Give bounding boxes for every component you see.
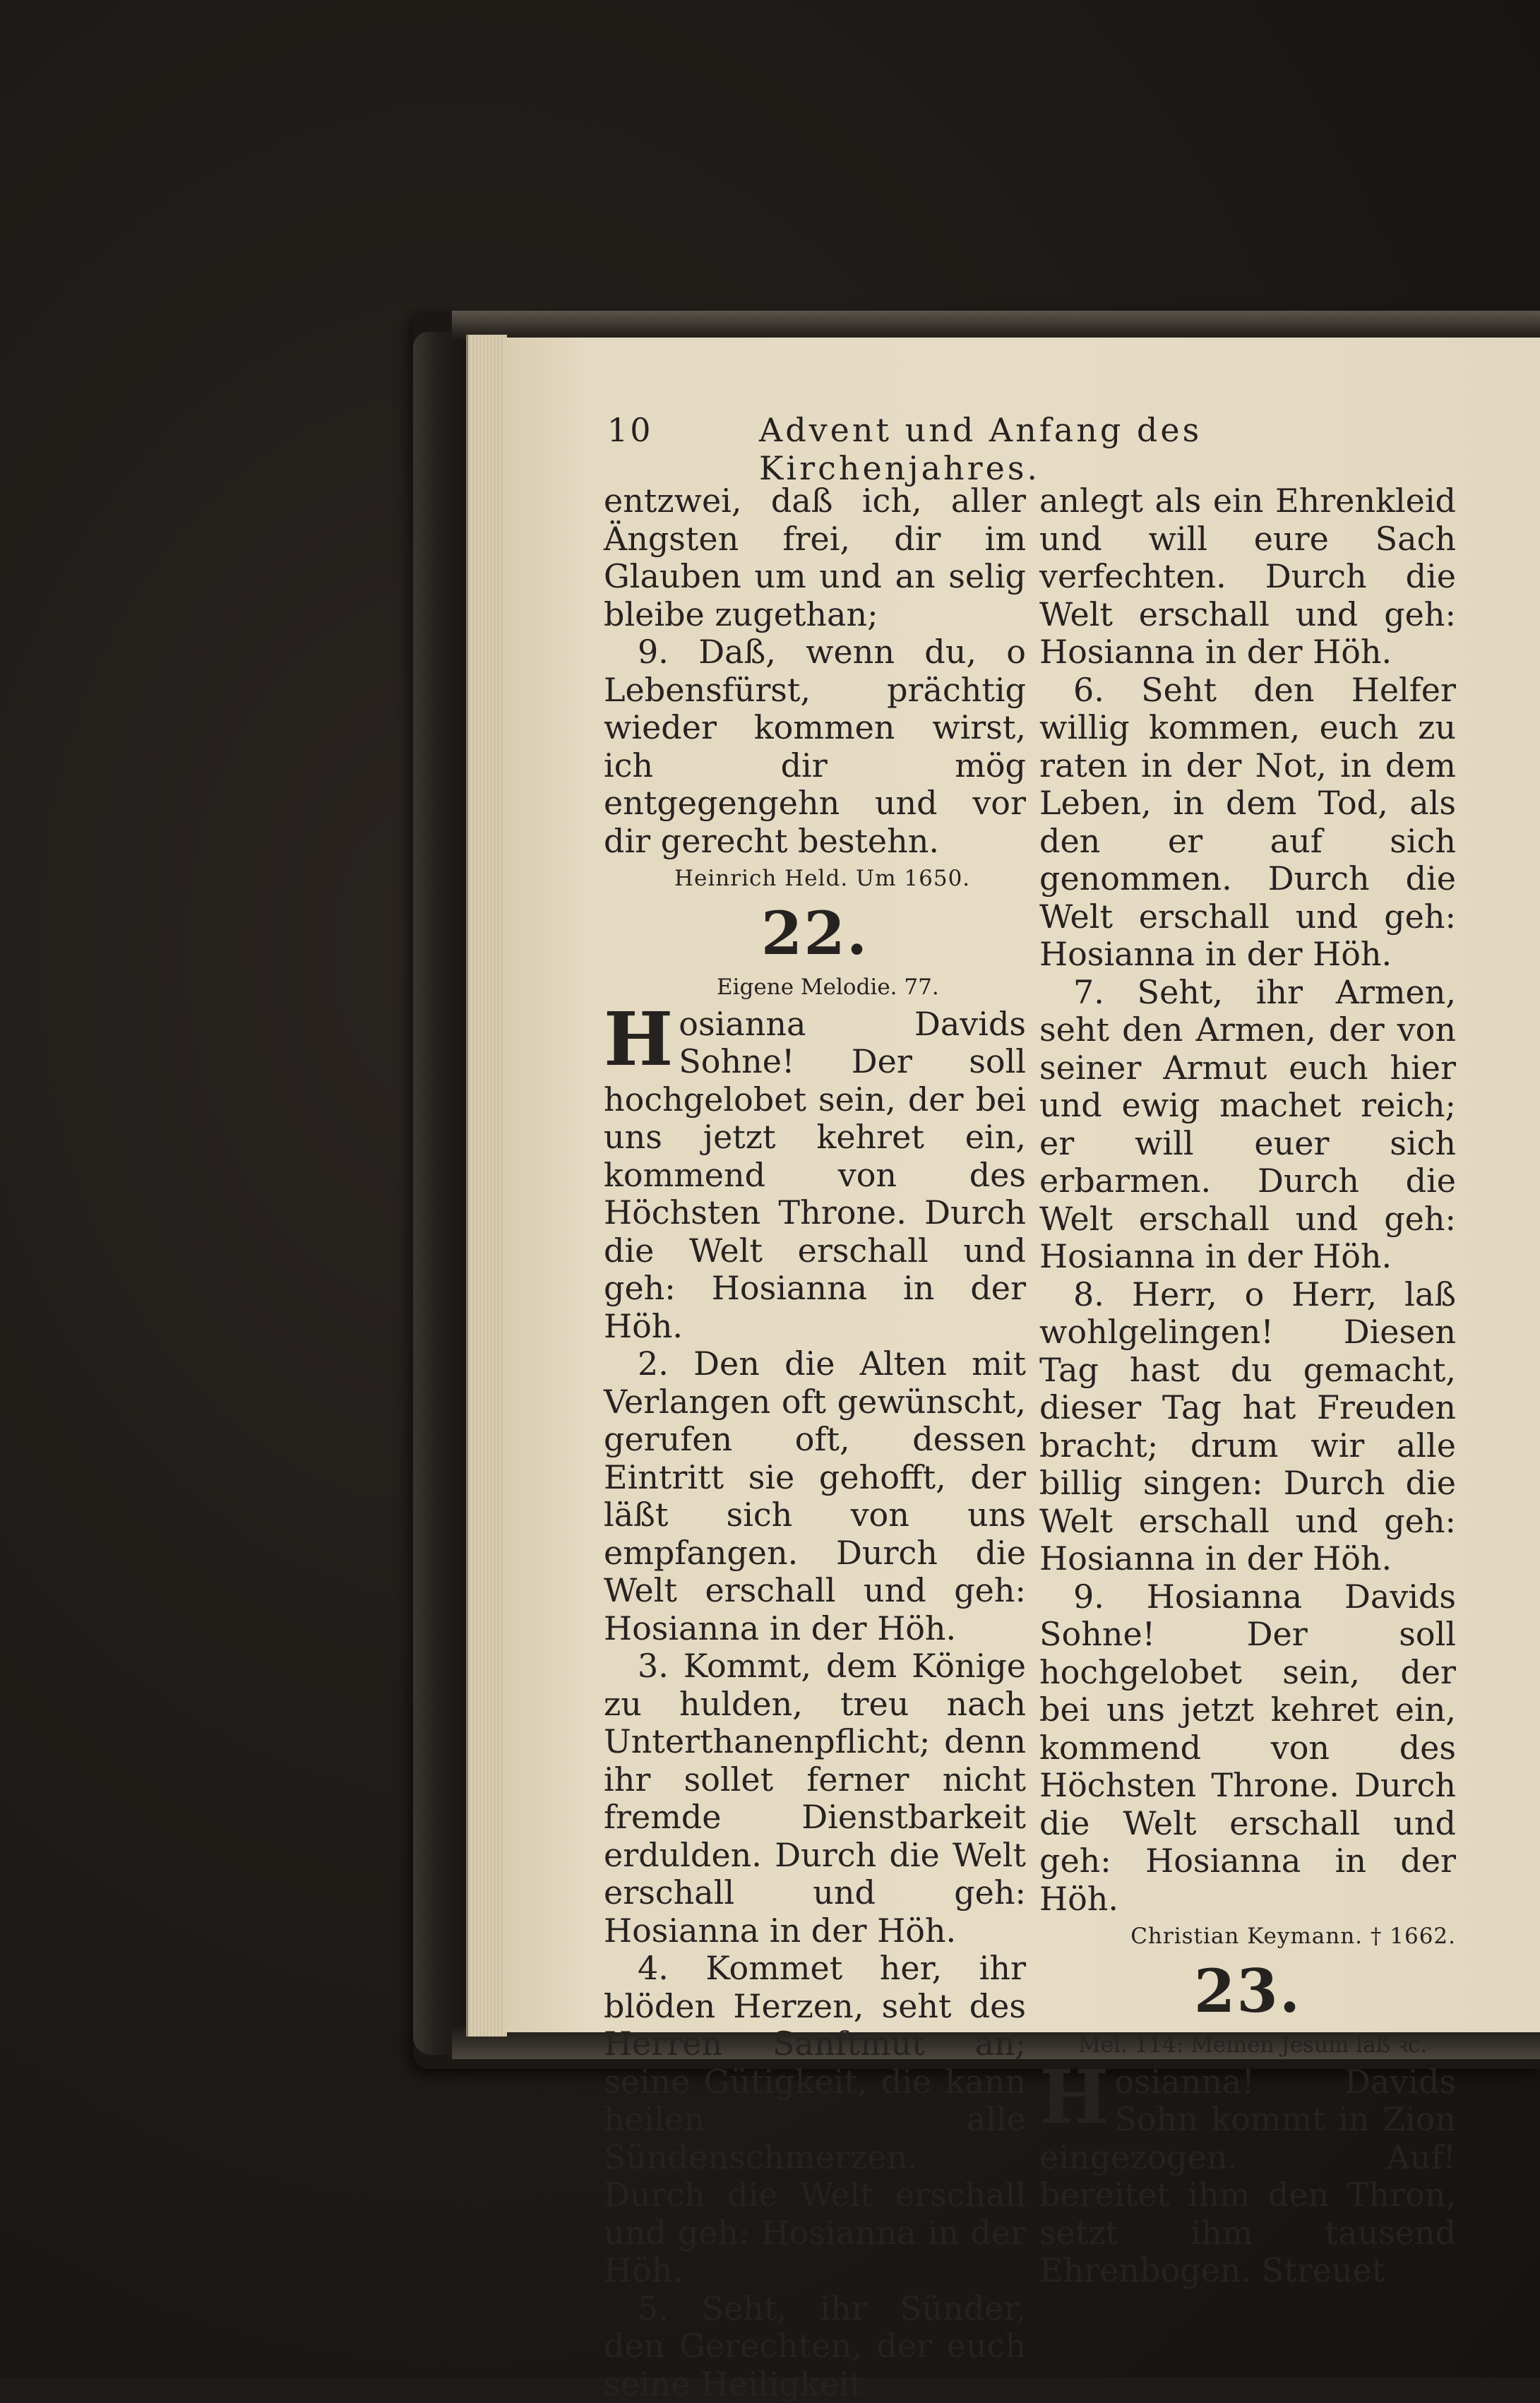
verse-text: osianna Davids Sohne! Der soll hochgelobet sein, der bei uns jetzt kehret ein, kommend von des Höchsten Throne. Durch die Welt erschall und geh: Hosianna in der Höh. xyxy=(604,1005,1026,1345)
verse-continuation: entzwei, daß ich, aller Ängsten frei, dir im Glauben um und an selig bleibe zugethan; xyxy=(604,482,1026,633)
hymn-22-verse-1 xyxy=(604,1006,1026,1346)
book-page xyxy=(503,338,1540,2032)
hymn-22-verse-5: 5. Seht, ihr Sünder, den Gerechten, der euch seine Heiligkeit xyxy=(604,2290,1026,2403)
verse-text: osianna! Davids Sohn kommt in Zion eingezogen. Auf! bereitet ihm den Thron, setzt ihm tausend Ehrenbogen. Streuet xyxy=(1039,2063,1456,2290)
melody-note: Mel. 114: Meinen Jesum laß ꝛc. xyxy=(1039,2027,1456,2063)
left-column xyxy=(604,482,1026,2403)
hymn-23-verse-1 xyxy=(1039,2063,1456,2290)
hymn-22-verse-9: 9. Hosianna Davids Sohne! Der soll hochgelobet sein, der bei uns jetzt kehret ein, kommend von des Höchsten Throne. Durch die Welt erschall und geh: Hosianna in der Höh. xyxy=(1039,1578,1456,1919)
drop-cap: H xyxy=(604,1008,673,1071)
hymn-number-23: 23. xyxy=(1039,1956,1456,2027)
hymn-22-verse-6: 6. Seht den Helfer willig kommen, euch zu raten in der Not, in dem Leben, in dem Tod, als den er auf sich genommen. Durch die Welt erschall und geh: Hosianna in der Höh. xyxy=(1039,672,1456,974)
running-title: Advent und Anfang des Kirchenjahres. xyxy=(759,411,1413,487)
author-attribution: Christian Keymann. † 1662. xyxy=(1039,1918,1456,1956)
hymn-number-22: 22. xyxy=(604,898,1026,969)
verse-9: 9. Daß, wenn du, o Lebensfürst, prächtig wieder kommen wirst, ich dir mög entgegengehn und vor dir gerecht bestehn. xyxy=(604,633,1026,860)
hymn-22-verse-3: 3. Kommt, dem Könige zu hulden, treu nach Unterthanenpflicht; denn ihr sollet ferner nicht fremde Dienstbarkeit erdulden. Durch die Welt erschall und geh: Hosianna in der Höh. xyxy=(604,1647,1026,1950)
hymn-22-verse-4: 4. Kommet her, ihr blöden Herzen, seht des Herren Sanftmut an; seine Gütigkeit, die kann heilen alle Sündenschmerzen. Durch die Welt erschall und geh: Hosianna in der Höh. xyxy=(604,1950,1026,2290)
right-column xyxy=(1039,482,1456,2290)
drop-cap: H xyxy=(1039,2066,1109,2128)
book-cover-top-edge xyxy=(452,311,1540,340)
author-attribution: Heinrich Held. Um 1650. xyxy=(604,860,1026,898)
hymn-22-verse-8: 8. Herr, o Herr, laß wohlgelingen! Diesen Tag hast du gemacht, dieser Tag hat Freuden bracht; drum wir alle billig singen: Durch die Welt erschall und geh: Hosianna in der Höh. xyxy=(1039,1276,1456,1578)
melody-note: Eigene Melodie. 77. xyxy=(604,969,1026,1006)
page-edges xyxy=(466,335,507,2037)
hymn-22-verse-7: 7. Seht, ihr Armen, seht den Armen, der von seiner Armut euch hier und ewig machet reich; er will euer sich erbarmen. Durch die Welt erschall und geh: Hosianna in der Höh. xyxy=(1039,974,1456,1276)
running-header xyxy=(607,411,1413,453)
hymn-22-verse-2: 2. Den die Alten mit Verlangen oft gewünscht, gerufen oft, dessen Eintritt sie gehofft, der läßt sich von uns empfangen. Durch die Welt erschall und geh: Hosianna in der Höh. xyxy=(604,1345,1026,1647)
page-number: 10 xyxy=(607,411,653,449)
verse-continuation: anlegt als ein Ehrenkleid und will eure Sach verfechten. Durch die Welt erschall und geh: Hosianna in der Höh. xyxy=(1039,482,1456,672)
